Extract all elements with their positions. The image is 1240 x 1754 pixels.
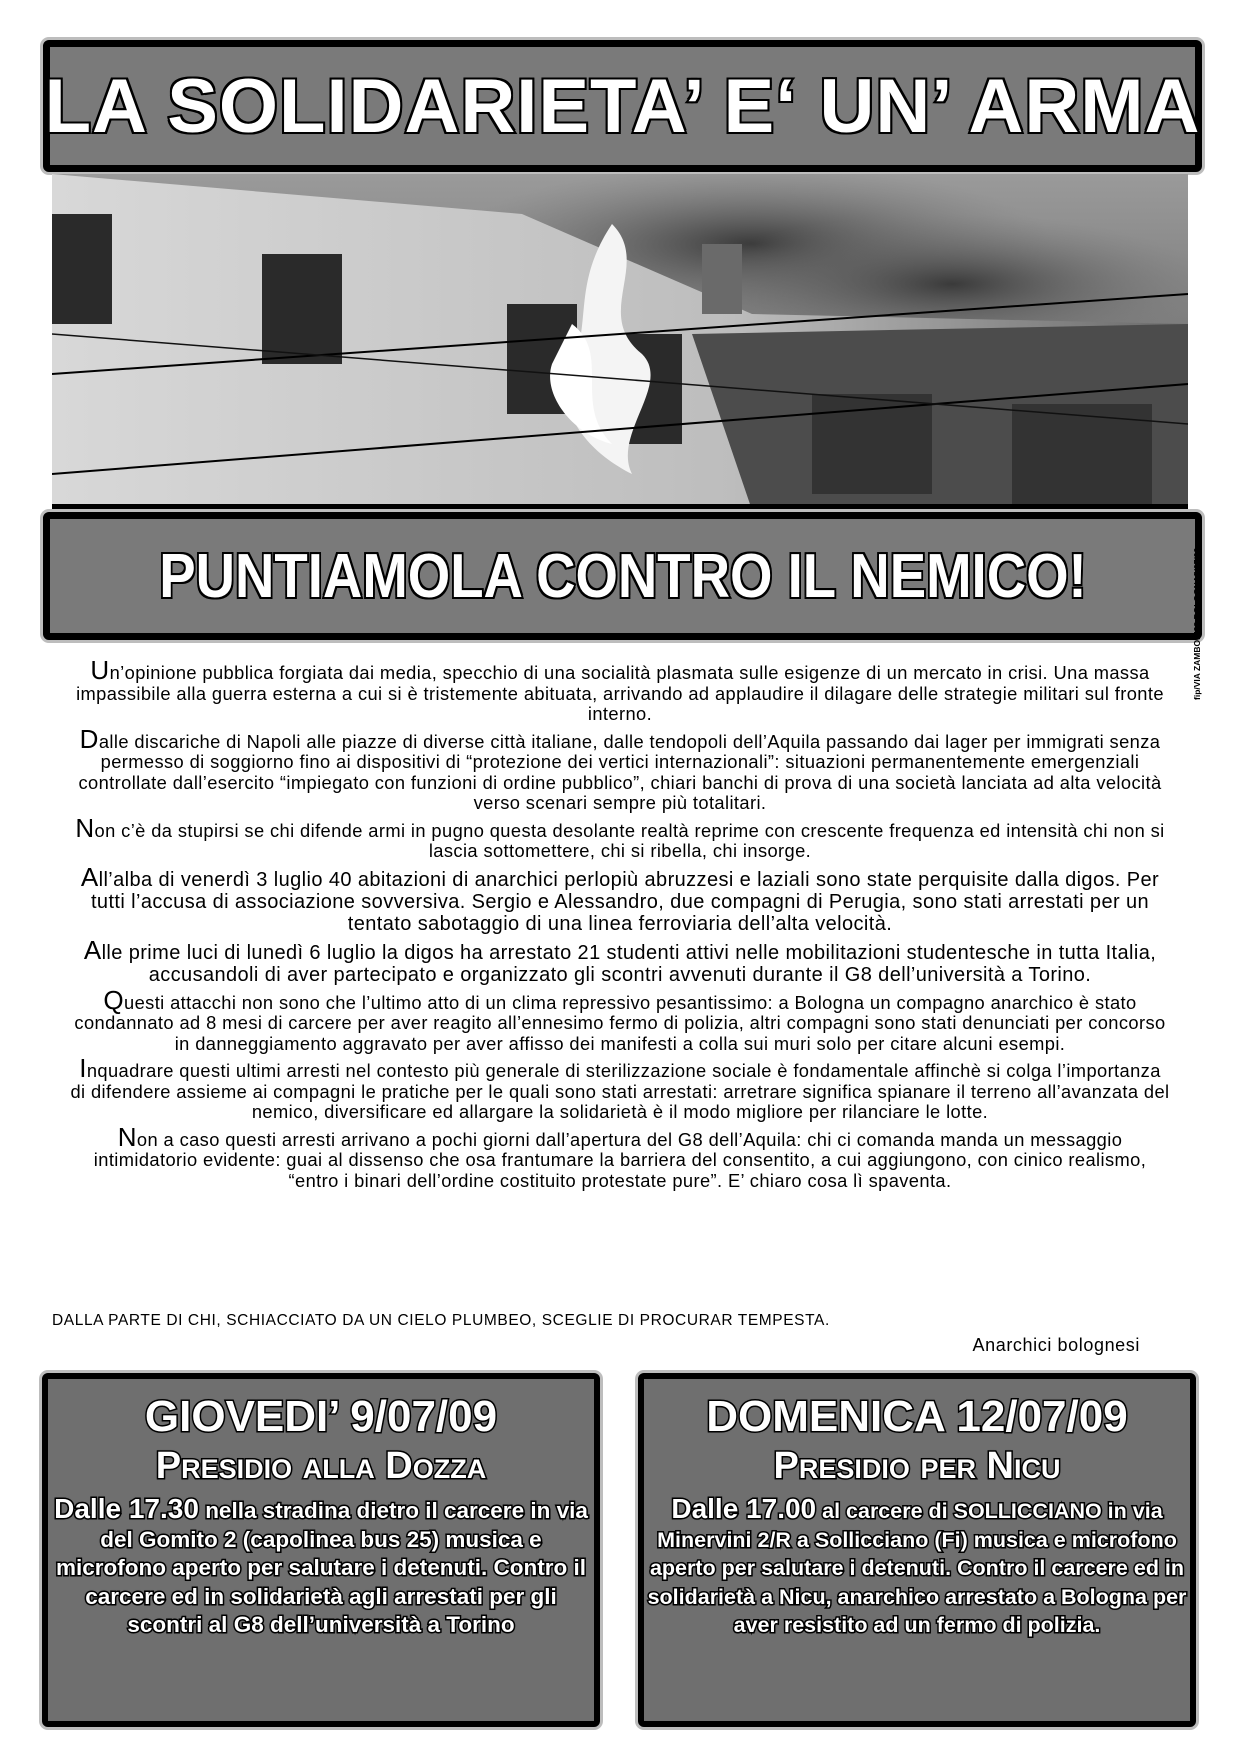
burning-prison-photo [52,174,1188,510]
manifesto-text [70,655,1170,1195]
drop-cap: A [80,861,99,892]
paragraph-text: alle discariche di Napoli alle piazze di diverse città italiane, dalle tendopoli dell’Aquila passando dai lager per immigrati senza permesso di soggiorno fino ai dispositivi di “protezione dei vertici internazionali”: situazioni permanentemente emergenziali controllate dall’esercito “impiegato con funzioni di ordine pubblico”, chiari banchi di prova di una società lanciata ad alta velocità verso scenari sempre più totalitari. [78,730,1162,813]
paragraph-text: ll’alba di venerdì 3 luglio 40 abitazioni di anarchici perlopiù abruzzesi e laziali sono state perquisite dalla digos. Per tutti l’accusa di associazione sovversiva. Sergio e Alessandro, due compagni di Perugia, sono stati arrestati per un tentato sabotaggio di una linea ferroviaria dell’alta velocità. [90,868,1160,935]
event-title: Presidio alla Dozza [155,1445,487,1487]
paragraph-text: nquadrare questi ultimi arresti nel contesto più generale di sterilizzazione sociale è fondamentale affinchè si colga l’importanza di difendere assieme ai compagni le pratiche per le quali sono stati arrestati: arretrare significa spianare il terreno all’avanzata del nemico, diversificare ed allargare la solidarietà è il modo migliore per rilanciare le lotte. [70,1060,1170,1122]
event-details [48,1495,594,1640]
paragraph [70,861,1170,935]
event-title: Presidio per Nicu [773,1445,1061,1487]
paragraph [70,1053,1170,1123]
event-body: nella stradina dietro il carcere in via del Gomito 2 (capolinea bus 25) musica e microfono aperto per salutare i detenuti. Contro il carcere ed in solidarietà agli arrestati per gli scontri al G8 dell’università a Torino [55,1498,588,1637]
paragraph-text: on c’è da stupirsi se chi difende armi in pugno questa desolante realtà reprime con crescente frequenza ed intensità chi non si lascia sottomettere, chi si ribella, chi insorge. [94,819,1165,861]
event-box-dozza [42,1373,600,1727]
event-lead-cap: D [671,1493,692,1524]
subtitle-banner [43,512,1202,640]
event-lead-time: alle 17.30 [74,1493,199,1524]
title-banner [43,40,1202,172]
event-lead-time: alle 17.00 [691,1493,817,1524]
paragraph [70,812,1170,862]
closing-line: DALLA PARTE DI CHI, SCHIACCIATO DA UN CIELO PLUMBEO, SCEGLIE DI PROCURAR TEMPESTA. [52,1312,830,1329]
drop-cap: I [79,1053,87,1083]
event-details [644,1495,1190,1640]
event-body: al carcere di SOLLICCIANO in via Minervini 2/R a Sollicciano (Fi) musica e microfono aperto per salutare i detenuti. Contro il carcere ed in solidarietà a Nicu, anarchico arrestato a Bologna per aver resistito ad un fermo di polizia. [647,1499,1187,1637]
paragraph-text: on a caso questi arresti arrivano a pochi giorni dall’apertura del G8 dell’Aquila: chi ci comanda manda un messaggio intimidatorio evidente: guai al dissenso che osa frantumare la barriera del consentito, a cui aggiungono, con cinico realismo, “entro i binari dell’ordine costituito protestate pure”. E’ chiaro cosa lì spaventa. [93,1128,1147,1191]
paragraph [70,1121,1170,1192]
drop-cap: D [79,723,99,754]
paragraph [70,934,1170,986]
paragraph-text: uesti attacchi non sono che l’ultimo atto di un clima repressivo pesantissimo: a Bologna un compagno anarchico è stato condannato ad 8 mesi di carcere per aver reagito all’ennesimo fermo di polizia, altri compagni sono stati denunciati per concorso in danneggiamento aggravato per aver affisso dei manifesti a colla sui muri solo per citare alcuni esempi. [74,991,1166,1054]
paragraph [70,655,1170,725]
signature: Anarchici bolognesi [972,1335,1140,1355]
event-box-nicu [638,1373,1196,1727]
page-subtitle: PUNTIAMOLA CONTRO IL NEMICO! [158,541,1087,611]
paragraph [70,984,1170,1055]
print-credit: fip/VIA ZAMBONI38 BOLOGNA5/07/09 [1192,547,1202,700]
page-title: LA SOLIDARIETA’ E‘ UN’ ARMA [44,63,1201,149]
drop-cap: N [117,1121,137,1152]
paragraph-text: n’opinione pubblica forgiata dai media, specchio di una socialità plasmata sulle esigenze di un mercato in crisi. Una massa impassibile alla guerra esterna a cui si è tristemente abituata, arrivando ad applaudire il dilagare delle strategie militari sul fronte interno. [76,662,1164,724]
paragraph [70,723,1170,814]
drop-cap: Q [103,984,125,1015]
event-date: GIOVEDI’ 9/07/09 [144,1392,498,1441]
drop-cap: N [75,812,95,843]
drop-cap: U [90,655,110,685]
event-lead-cap: D [54,1493,75,1524]
event-date: DOMENICA 12/07/09 [706,1392,1128,1441]
paragraph-text: lle prime luci di lunedì 6 luglio la digos ha arrestato 21 studenti attivi nelle mobilitazioni studentesche in tutta Italia, accusandoli di aver partecipato e organizzato gli scontri avvenuti durante il G8 dell’università a Torino. [101,941,1157,986]
drop-cap: A [83,934,102,965]
